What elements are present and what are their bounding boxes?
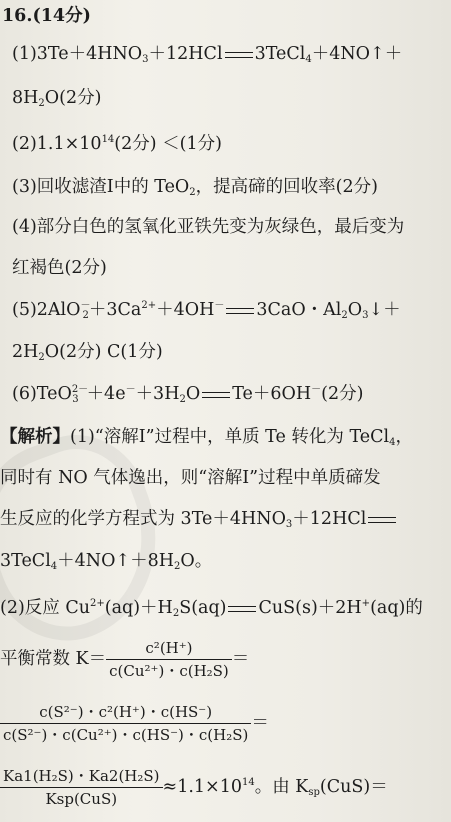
equals-sign bbox=[228, 603, 256, 615]
analysis-line-5: (2)反应 $Cu^{2+}(aq)+H_2S(aq)$ CuS(s)＋2H+(aq)的 bbox=[0, 598, 423, 619]
analysis-line-4: $3TeCl_4+4NO↑+8H_2O$。 bbox=[0, 551, 213, 572]
equals-sign bbox=[225, 49, 253, 61]
stamp-watermark bbox=[0, 416, 186, 663]
analysis-line-1: 【解析】(1)“溶解Ⅰ”过程中，单质 Te 转化为 TeCl$_4$， bbox=[0, 427, 413, 448]
analysis-line-3: 生反应的化学方程式为 $3Te+4HNO_3+12HCl$ bbox=[0, 507, 398, 531]
k-fraction: $\frac{\text{c²(H⁺)}}{\text{c(Cu²⁺)・c(H₂S)}}$ bbox=[106, 638, 232, 681]
answer-2: $(2)1.1\times 10^{14}(2$分) ＜(1分) bbox=[12, 134, 222, 154]
answer-3: (3)回收滤渣Ⅰ中的 TeO$_2$，提高碲的回收率(2分) bbox=[12, 177, 378, 198]
answer-1-line-2: $8H_2O(2$分) bbox=[12, 88, 102, 109]
analysis-line-7: $\frac{\text{c(S²⁻)・c²(H⁺)・c(HS⁻)}}{\text{c(S²⁻)・c(Cu²⁺)・c(HS⁻)・c(H₂S)}}$ ＝ bbox=[0, 700, 269, 746]
answer-5-line-2: $2H_2O(2$分) C(1分) bbox=[12, 342, 163, 363]
analysis-line-2: 同时有 NO 气体逸出，则“溶解Ⅰ”过程中单质碲发 bbox=[0, 468, 381, 488]
answer-6: $(6)TeO^{2-}_3 +4e^-+3H_2O$ Te＋6OH－(2分) bbox=[12, 384, 364, 405]
answer-4-line-2: 红褐色(2分) bbox=[12, 258, 107, 278]
equals-sign bbox=[368, 514, 396, 526]
analysis-line-8: $\frac{\text{Ka1(H₂S)・Ka2(H₂S)}}{\text{Ksp(CuS)}}$ $\approx 1.1\times 10^{14}$。由 $K_{sp}(CuS)=$ bbox=[0, 764, 388, 810]
ka-fraction: $\frac{\text{Ka1(H₂S)・Ka2(H₂S)}}{\text{Ksp(CuS)}}$ bbox=[0, 766, 163, 809]
answer-1-line-1: $(1)3Te+4HNO_3+12HCl$ 3TeCl$_4$＋4NO↑＋ bbox=[12, 44, 403, 65]
equals-sign bbox=[226, 305, 254, 317]
answer-5-line-1: $(5)2AlO^-_2+3Ca^{2+}+4OH^-$ 3CaO・$Al_2O_3↓+$ bbox=[12, 300, 401, 321]
expanded-fraction: $\frac{\text{c(S²⁻)・c²(H⁺)・c(HS⁻)}}{\text{c(S²⁻)・c(Cu²⁺)・c(HS⁻)・c(H₂S)}}$ bbox=[0, 702, 251, 745]
question-header: 16.(14分) bbox=[2, 6, 91, 26]
answer-4-line-1: (4)部分白色的氢氧化亚铁先变为灰绿色，最后变为 bbox=[12, 217, 405, 237]
analysis-label: 【解析】 bbox=[0, 427, 70, 447]
analysis-line-6: 平衡常数 K＝ $\frac{\text{c²(H⁺)}}{\text{c(Cu²⁺)・c(H₂S)}}$ ＝ bbox=[0, 639, 250, 680]
equals-sign bbox=[202, 389, 230, 401]
